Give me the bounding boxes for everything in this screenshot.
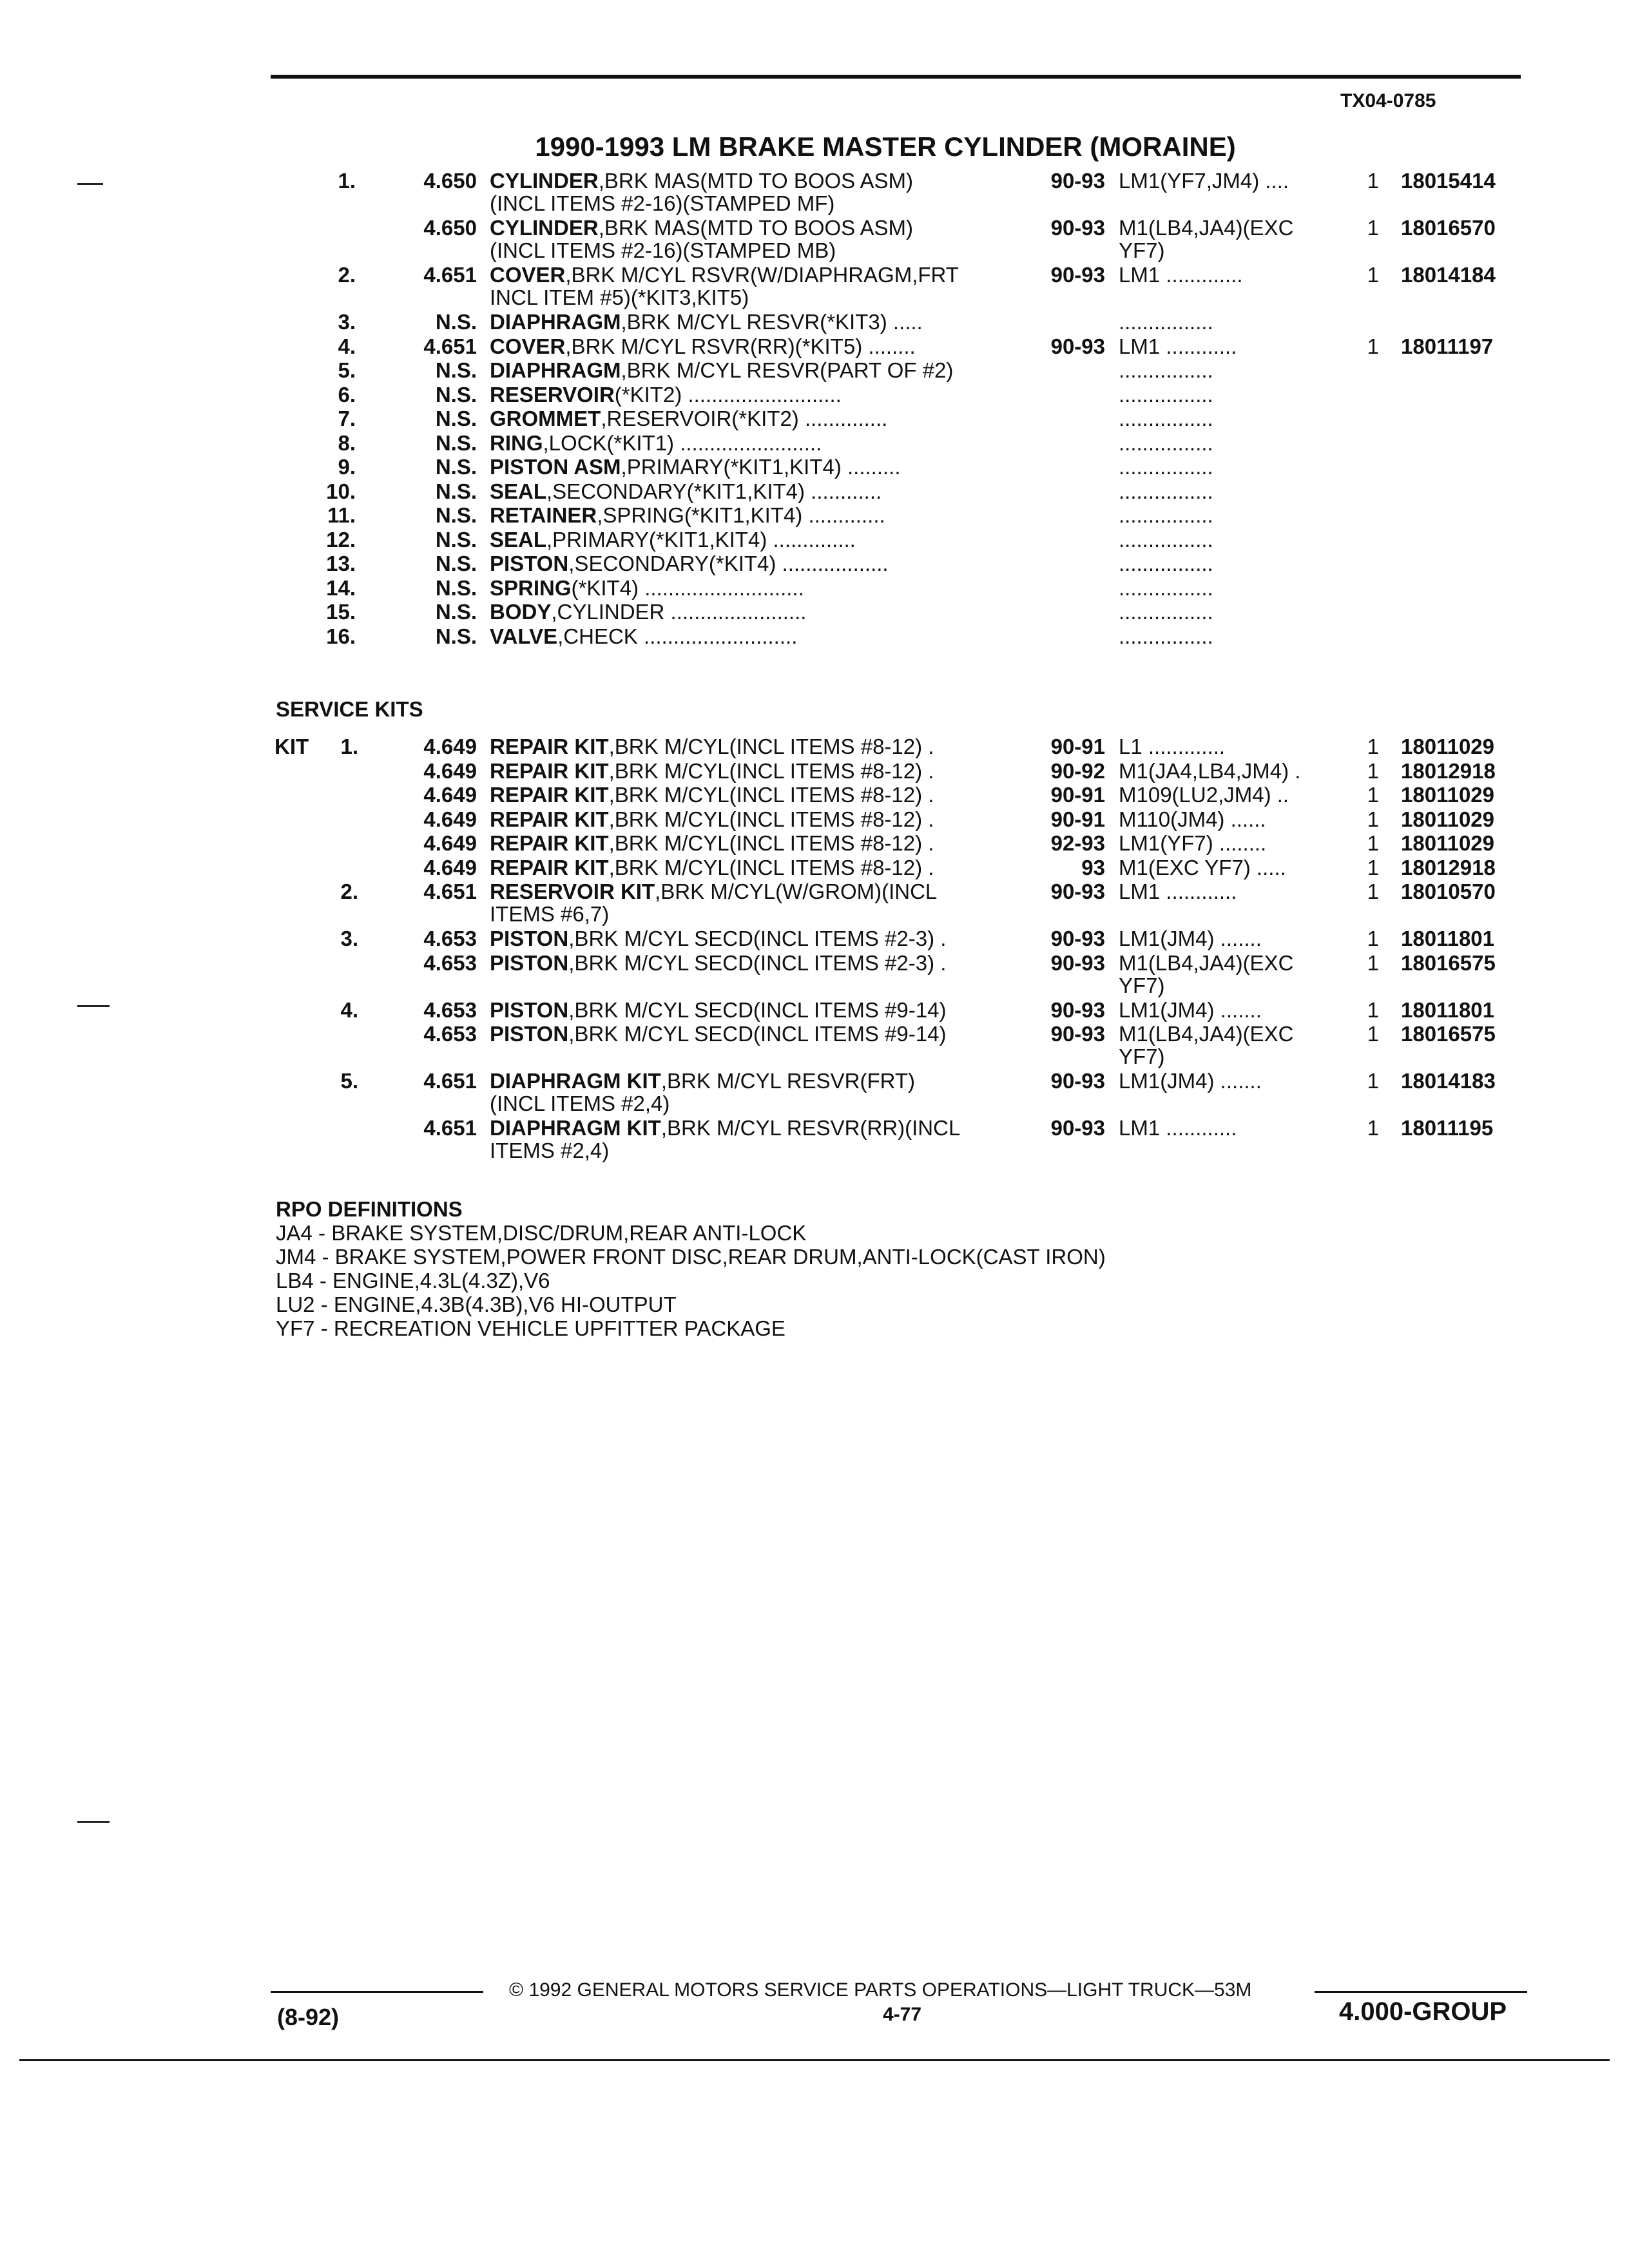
part-detail: ,BRK M/CYL(INCL ITEMS #8-12) . — [608, 783, 934, 807]
parts-row — [0, 383, 1629, 407]
item-number: 9. — [338, 455, 356, 479]
group-number: N.S. — [435, 503, 477, 527]
model-code: LM1 ............ — [1119, 879, 1237, 903]
part-detail: ,BRK M/CYL(W/GROM)(INCL — [655, 879, 938, 903]
parts-row — [0, 407, 1629, 431]
part-number: 18014183 — [1401, 1069, 1496, 1093]
part-detail: ,BRK MAS(MTD TO BOOS ASM) — [598, 169, 914, 193]
part-detail: (*KIT2) .......................... — [614, 382, 842, 407]
binder-mark — [77, 1821, 110, 1823]
part-detail: ,BRK MAS(MTD TO BOOS ASM) — [598, 216, 914, 240]
part-description — [490, 1069, 915, 1093]
part-name: DIAPHRAGM — [490, 358, 621, 382]
kits-row — [0, 759, 1629, 783]
part-number: 18011195 — [1401, 1116, 1494, 1140]
model-code: ................ — [1119, 503, 1213, 527]
group-number: 4.651 — [423, 334, 477, 358]
part-description — [490, 856, 934, 880]
quantity: 1 — [1367, 783, 1379, 807]
model-years: 90-93 — [1050, 879, 1105, 903]
group-number: N.S. — [435, 479, 477, 503]
parts-row-continuation — [0, 191, 1629, 216]
part-number: 18011801 — [1401, 927, 1495, 950]
item-number: 6. — [338, 382, 356, 407]
kits-row — [0, 998, 1629, 1023]
kits-row — [0, 1022, 1629, 1046]
model-code: ................ — [1119, 552, 1213, 575]
rpo-definition-line: JA4 - BRAKE SYSTEM,DISC/DRUM,REAR ANTI-LOCK — [276, 1221, 807, 1245]
part-description — [490, 735, 934, 759]
part-number: 18011029 — [1401, 831, 1495, 855]
rpo-definition-line: LB4 - ENGINE,4.3L(4.3Z),V6 — [276, 1269, 550, 1293]
model-years: 90-92 — [1050, 758, 1105, 783]
part-description — [490, 831, 934, 856]
part-number: 18010570 — [1401, 879, 1496, 903]
part-description — [490, 334, 916, 359]
quantity: 1 — [1367, 950, 1379, 975]
model-code: M1(JA4,LB4,JM4) . — [1119, 758, 1301, 783]
part-detail: ,BRK M/CYL RESVR(FRT) — [660, 1069, 916, 1093]
part-number: 18012918 — [1401, 855, 1496, 879]
kits-row — [0, 927, 1629, 951]
document-code: TX04-0785 — [1340, 90, 1436, 111]
quantity: 1 — [1367, 735, 1379, 758]
part-detail: ,CYLINDER ....................... — [551, 600, 807, 624]
part-name: PISTON — [490, 1022, 569, 1046]
part-number: 18011801 — [1401, 997, 1495, 1022]
group-number: 4.651 — [423, 263, 477, 287]
group-number: N.S. — [435, 382, 477, 407]
item-number: 5. — [340, 1069, 358, 1093]
part-number: 18011029 — [1401, 783, 1495, 807]
model-years: 90-93 — [1050, 997, 1105, 1022]
part-description — [490, 407, 887, 431]
quantity: 1 — [1367, 879, 1379, 903]
footer-date: (8-92) — [277, 2004, 340, 2030]
part-description — [490, 358, 953, 383]
rpo-definition-line: LU2 - ENGINE,4.3B(4.3B),V6 HI-OUTPUT — [276, 1293, 677, 1316]
kits-row-continuation — [0, 1044, 1629, 1069]
item-number: 2. — [340, 879, 358, 903]
model-years: 90-93 — [1050, 169, 1105, 193]
part-description — [490, 169, 913, 193]
item-number: 3. — [340, 927, 358, 950]
part-detail: ,SPRING(*KIT1,KIT4) ............. — [597, 503, 885, 527]
part-detail: (*KIT4) ........................... — [571, 575, 804, 600]
item-number: 11. — [327, 503, 356, 527]
part-description — [490, 879, 937, 904]
part-name: REPAIR KIT — [490, 783, 609, 807]
part-detail: ,CHECK .......................... — [557, 624, 798, 648]
rpo-definition-line: JM4 - BRAKE SYSTEM,POWER FRONT DISC,REAR DRUM,ANTI-LOCK(CAST IRON) — [276, 1245, 1106, 1269]
model-years: 90-93 — [1050, 927, 1105, 950]
part-number: 18012918 — [1401, 758, 1496, 783]
quantity: 1 — [1367, 169, 1379, 193]
model-code: ................ — [1119, 358, 1213, 382]
group-number: 4.651 — [423, 879, 477, 903]
group-number: 4.651 — [423, 1116, 477, 1140]
part-detail: ,BRK M/CYL(INCL ITEMS #8-12) . — [608, 807, 934, 831]
part-description — [490, 216, 913, 240]
part-name: SPRING — [490, 575, 572, 600]
part-description — [490, 263, 959, 287]
part-name: VALVE — [490, 624, 558, 648]
group-number: N.S. — [435, 527, 477, 552]
part-description — [490, 431, 822, 456]
model-code-continued: YF7) — [1119, 238, 1165, 262]
kits-row — [0, 735, 1629, 759]
parts-row-continuation — [0, 285, 1629, 310]
part-description — [490, 1116, 960, 1140]
part-detail: ,BRK M/CYL(INCL ITEMS #8-12) . — [608, 735, 934, 758]
part-description-continued: ITEMS #2,4) — [490, 1139, 610, 1162]
quantity: 1 — [1367, 855, 1379, 879]
group-number: 4.649 — [423, 783, 477, 807]
part-name: CYLINDER — [490, 169, 599, 193]
footer-rule-right — [1315, 1991, 1527, 1993]
model-code: L1 ............. — [1119, 735, 1226, 758]
model-code: LM1 ............ — [1119, 1116, 1237, 1140]
part-detail: ,SECONDARY(*KIT4) .................. — [568, 552, 889, 575]
group-label: 4.000-GROUP — [1339, 1997, 1507, 2026]
part-number: 18016575 — [1401, 950, 1496, 975]
parts-row — [0, 624, 1629, 649]
quantity: 1 — [1367, 216, 1379, 240]
part-number: 18016575 — [1401, 1022, 1496, 1046]
part-name: CYLINDER — [490, 216, 599, 240]
item-number: 7. — [338, 407, 356, 430]
kits-row — [0, 879, 1629, 904]
item-number: 8. — [338, 430, 356, 455]
part-description — [490, 576, 804, 601]
model-code: M110(JM4) ...... — [1119, 807, 1266, 831]
model-code: LM1 ............ — [1119, 334, 1237, 358]
part-name: RESERVOIR KIT — [490, 879, 655, 903]
part-detail: ,PRIMARY(*KIT1,KIT4) ......... — [621, 455, 901, 479]
kits-row — [0, 951, 1629, 975]
part-name: PISTON — [490, 997, 569, 1022]
part-detail: ,BRK M/CYL SECD(INCL ITEMS #9-14) — [568, 1022, 947, 1046]
parts-row — [0, 169, 1629, 193]
part-description — [490, 383, 842, 407]
rpo-heading: RPO DEFINITIONS — [276, 1197, 463, 1221]
quantity: 1 — [1367, 927, 1379, 950]
kits-row — [0, 856, 1629, 880]
parts-row — [0, 503, 1629, 528]
quantity: 1 — [1367, 1069, 1379, 1093]
group-number: N.S. — [435, 624, 477, 648]
model-code-continued: YF7) — [1119, 1044, 1165, 1068]
part-description — [490, 600, 806, 624]
group-number: 4.649 — [423, 855, 477, 879]
model-code: ................ — [1119, 455, 1213, 479]
quantity: 1 — [1367, 1022, 1379, 1046]
quantity: 1 — [1367, 334, 1379, 358]
model-code: ................ — [1119, 600, 1213, 624]
part-detail: ,PRIMARY(*KIT1,KIT4) .............. — [546, 527, 856, 552]
rpo-definition-line: YF7 - RECREATION VEHICLE UPFITTER PACKAGE — [276, 1316, 786, 1340]
part-name: COVER — [490, 334, 566, 358]
part-name: RETAINER — [490, 503, 597, 527]
part-name: DIAPHRAGM KIT — [490, 1069, 661, 1093]
model-code: M1(LB4,JA4)(EXC — [1119, 950, 1294, 975]
part-number: 18011029 — [1401, 735, 1495, 758]
item-number: 4. — [338, 334, 356, 358]
part-name: REPAIR KIT — [490, 855, 609, 879]
part-detail: ,RESERVOIR(*KIT2) .............. — [601, 407, 888, 430]
kits-row — [0, 1116, 1629, 1140]
part-number: 18011197 — [1401, 334, 1494, 358]
model-code-continued: YF7) — [1119, 973, 1165, 997]
part-number: 18015414 — [1401, 169, 1496, 193]
part-description — [490, 552, 889, 576]
part-detail: ,BRK M/CYL SECD(INCL ITEMS #9-14) — [568, 997, 947, 1022]
part-detail: ,BRK M/CYL RSVR(RR)(*KIT5) ........ — [565, 334, 916, 358]
kits-row — [0, 783, 1629, 807]
model-code: LM1(JM4) ....... — [1119, 1069, 1262, 1093]
part-description-continued: (INCL ITEMS #2-16)(STAMPED MF) — [490, 191, 835, 215]
item-number: 1. — [338, 169, 356, 193]
model-years: 90-93 — [1050, 1069, 1105, 1093]
model-code: ................ — [1119, 479, 1213, 503]
parts-row — [0, 552, 1629, 576]
quantity: 1 — [1367, 831, 1379, 855]
part-detail: ,BRK M/CYL(INCL ITEMS #8-12) . — [608, 831, 934, 855]
parts-row — [0, 600, 1629, 624]
model-code: ................ — [1119, 527, 1213, 552]
part-name: REPAIR KIT — [490, 807, 609, 831]
part-detail: ,LOCK(*KIT1) ........................ — [543, 430, 822, 455]
bottom-rule — [19, 2059, 1610, 2061]
parts-row — [0, 310, 1629, 334]
model-code: LM1(YF7,JM4) .... — [1119, 169, 1289, 193]
model-years: 90-93 — [1050, 216, 1105, 240]
part-description — [490, 479, 882, 504]
parts-row — [0, 334, 1629, 359]
part-name: PISTON — [490, 927, 569, 950]
part-number: 18011029 — [1401, 807, 1495, 831]
group-number: 4.653 — [423, 997, 477, 1022]
parts-row — [0, 216, 1629, 240]
model-code: M1(LB4,JA4)(EXC — [1119, 1022, 1294, 1046]
item-number: 5. — [338, 358, 356, 382]
group-number: N.S. — [435, 575, 477, 600]
group-number: N.S. — [435, 455, 477, 479]
rpo-definitions — [276, 1221, 1106, 1340]
model-years: 93 — [1081, 855, 1105, 879]
part-name: BODY — [490, 600, 552, 624]
group-number: 4.653 — [423, 950, 477, 975]
parts-row — [0, 479, 1629, 504]
parts-row-continuation — [0, 238, 1629, 263]
part-description — [490, 951, 946, 975]
model-code: ................ — [1119, 430, 1213, 455]
part-detail: ,BRK M/CYL RESVR(RR)(INCL — [660, 1116, 961, 1140]
model-code: ................ — [1119, 382, 1213, 407]
part-detail: ,BRK M/CYL RESVR(PART OF #2) — [621, 358, 954, 382]
part-description — [490, 624, 797, 649]
part-name: DIAPHRAGM KIT — [490, 1116, 661, 1140]
quantity: 1 — [1367, 807, 1379, 831]
parts-row — [0, 358, 1629, 383]
quantity: 1 — [1367, 997, 1379, 1022]
part-description-continued: (INCL ITEMS #2-16)(STAMPED MB) — [490, 238, 836, 262]
part-detail: ,SECONDARY(*KIT1,KIT4) ............ — [546, 479, 882, 503]
parts-row — [0, 455, 1629, 479]
part-name: RING — [490, 430, 543, 455]
item-number: 4. — [340, 997, 358, 1022]
quantity: 1 — [1367, 1116, 1379, 1140]
model-code: LM1(YF7) ........ — [1119, 831, 1267, 855]
model-code: ................ — [1119, 407, 1213, 430]
quantity: 1 — [1367, 758, 1379, 783]
part-detail: ,BRK M/CYL SECD(INCL ITEMS #2-3) . — [568, 927, 947, 950]
kits-row — [0, 807, 1629, 832]
part-description-continued: INCL ITEM #5)(*KIT3,KIT5) — [490, 285, 749, 309]
group-number: N.S. — [435, 358, 477, 382]
part-description — [490, 1022, 946, 1046]
group-number: 4.649 — [423, 831, 477, 855]
kits-row-continuation — [0, 1091, 1629, 1116]
part-name: SEAL — [490, 479, 547, 503]
parts-row — [0, 576, 1629, 601]
group-number: N.S. — [435, 430, 477, 455]
item-number: 16. — [326, 624, 356, 648]
kit-label: KIT — [275, 735, 309, 758]
item-number: 14. — [326, 575, 356, 600]
model-years: 90-91 — [1050, 783, 1105, 807]
model-years: 90-91 — [1050, 735, 1105, 758]
page-number: 4-77 — [883, 2004, 922, 2025]
model-years: 90-91 — [1050, 807, 1105, 831]
part-description — [490, 783, 934, 807]
group-number: N.S. — [435, 600, 477, 624]
group-number: N.S. — [435, 310, 477, 334]
part-description — [490, 310, 923, 334]
model-code: LM1(JM4) ....... — [1119, 927, 1262, 950]
part-detail: ,BRK M/CYL SECD(INCL ITEMS #2-3) . — [568, 950, 947, 975]
group-number: 4.649 — [423, 758, 477, 783]
model-code: LM1(JM4) ....... — [1119, 997, 1262, 1022]
part-description — [490, 528, 856, 552]
group-number: 4.650 — [423, 169, 477, 193]
part-name: PISTON — [490, 552, 569, 575]
part-number: 18016570 — [1401, 216, 1496, 240]
part-number: 18014184 — [1401, 263, 1496, 287]
item-number: 3. — [338, 310, 356, 334]
group-number: N.S. — [435, 407, 477, 430]
part-description-continued: ITEMS #6,7) — [490, 902, 610, 926]
part-detail: ,BRK M/CYL RSVR(W/DIAPHRAGM,FRT — [565, 263, 959, 287]
parts-row — [0, 431, 1629, 456]
model-years: 90-93 — [1050, 263, 1105, 287]
part-description — [490, 759, 934, 783]
part-name: REPAIR KIT — [490, 758, 609, 783]
group-number: 4.649 — [423, 807, 477, 831]
part-name: COVER — [490, 263, 566, 287]
parts-row — [0, 528, 1629, 552]
group-number: N.S. — [435, 552, 477, 575]
part-name: PISTON ASM — [490, 455, 621, 479]
model-code: M1(EXC YF7) ..... — [1119, 855, 1286, 879]
model-years: 90-93 — [1050, 950, 1105, 975]
part-name: GROMMET — [490, 407, 601, 430]
group-number: 4.653 — [423, 1022, 477, 1046]
group-number: 4.653 — [423, 927, 477, 950]
model-years: 90-93 — [1050, 1022, 1105, 1046]
group-number: 4.651 — [423, 1069, 477, 1093]
model-code: ................ — [1119, 575, 1213, 600]
copyright-line: © 1992 GENERAL MOTORS SERVICE PARTS OPERATIONS—LIGHT TRUCK—53M — [509, 1979, 1252, 2001]
parts-row — [0, 263, 1629, 287]
part-name: RESERVOIR — [490, 382, 615, 407]
part-detail: ,BRK M/CYL RESVR(*KIT3) ..... — [621, 310, 923, 334]
kits-row-continuation — [0, 1139, 1629, 1163]
model-years: 90-93 — [1050, 334, 1105, 358]
top-rule — [271, 75, 1521, 79]
part-name: REPAIR KIT — [490, 735, 609, 758]
part-description — [490, 455, 901, 479]
part-description-continued: (INCL ITEMS #2,4) — [490, 1091, 670, 1115]
item-number: 15. — [326, 600, 356, 624]
kits-row-continuation — [0, 974, 1629, 998]
part-detail: ,BRK M/CYL(INCL ITEMS #8-12) . — [608, 758, 934, 783]
part-description — [490, 807, 934, 832]
model-code: M1(LB4,JA4)(EXC — [1119, 216, 1294, 240]
item-number: 13. — [326, 552, 356, 575]
group-number: 4.650 — [423, 216, 477, 240]
model-code: ................ — [1119, 624, 1213, 648]
part-description — [490, 503, 885, 528]
service-kits-heading: SERVICE KITS — [276, 697, 423, 721]
kits-row-continuation — [0, 902, 1629, 927]
part-name: REPAIR KIT — [490, 831, 609, 855]
model-code: ................ — [1119, 310, 1213, 334]
part-description — [490, 998, 946, 1023]
part-detail: ,BRK M/CYL(INCL ITEMS #8-12) . — [608, 855, 934, 879]
item-number: 1. — [340, 735, 358, 758]
item-number: 12. — [326, 527, 356, 552]
item-number: 10. — [326, 479, 356, 503]
footer-rule-left — [271, 1991, 483, 1993]
page-title: 1990-1993 LM BRAKE MASTER CYLINDER (MORAINE) — [535, 131, 1236, 162]
part-description — [490, 927, 946, 951]
model-years: 92-93 — [1050, 831, 1105, 855]
model-years: 90-93 — [1050, 1116, 1105, 1140]
model-code: M109(LU2,JM4) .. — [1119, 783, 1289, 807]
kits-row — [0, 831, 1629, 856]
group-number: 4.649 — [423, 735, 477, 758]
item-number: 2. — [338, 263, 356, 287]
quantity: 1 — [1367, 263, 1379, 287]
model-code: LM1 ............. — [1119, 263, 1243, 287]
kits-row — [0, 1069, 1629, 1093]
part-name: DIAPHRAGM — [490, 310, 621, 334]
part-name: SEAL — [490, 527, 547, 552]
part-name: PISTON — [490, 950, 569, 975]
